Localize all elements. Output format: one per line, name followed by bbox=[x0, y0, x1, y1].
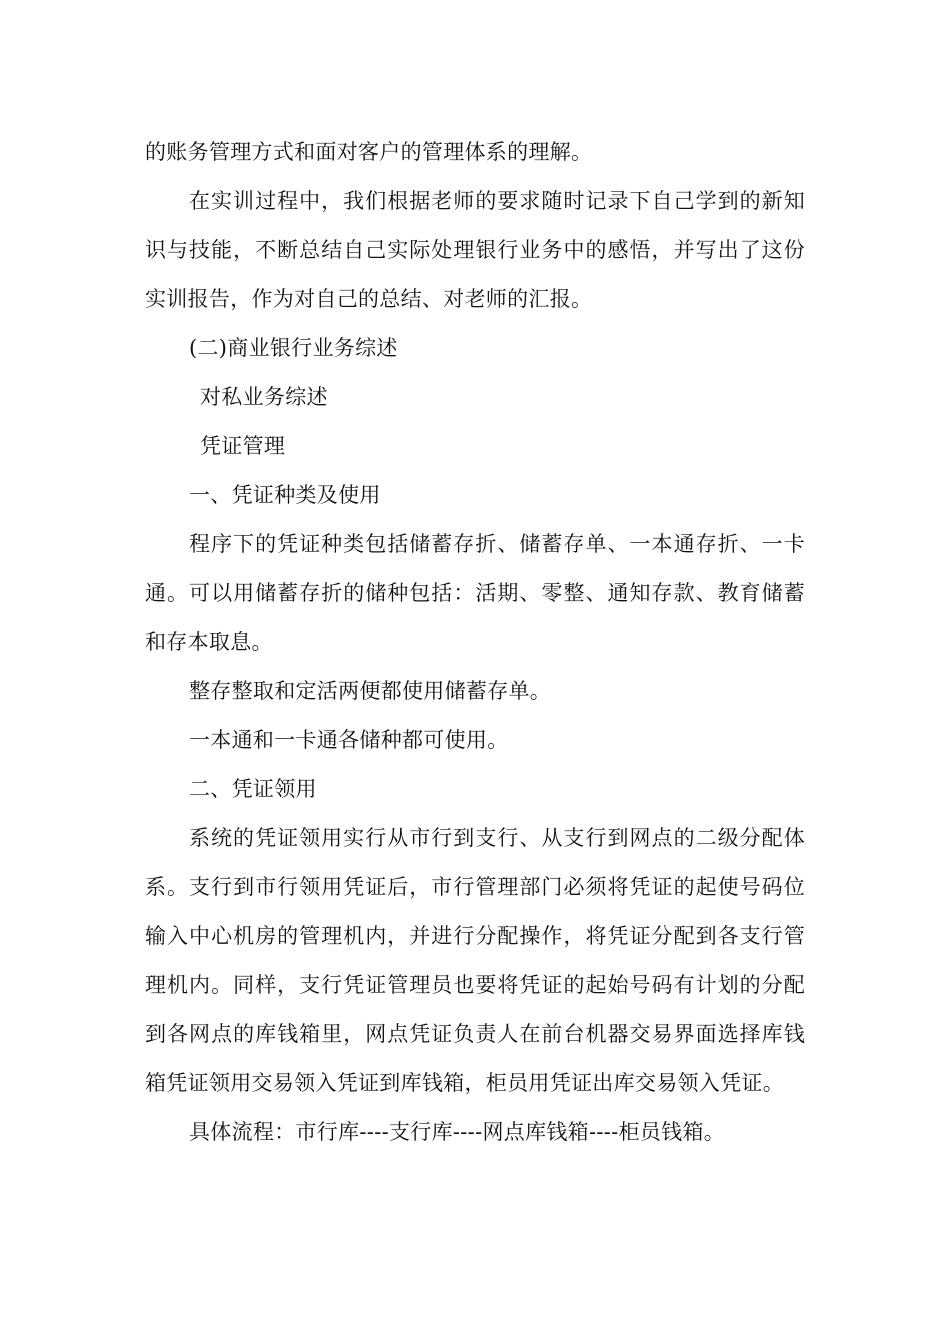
document-body bbox=[145, 128, 805, 1157]
subsection-heading-voucher-management: 凭证管理 bbox=[200, 434, 286, 458]
paragraph-fixed-deposit: 整存整取和定活两便都使用储蓄存单。 bbox=[189, 679, 552, 703]
paragraph-specific-process: 具体流程：市行库----支行库----网点库钱箱----柜员钱箱。 bbox=[189, 1120, 726, 1144]
heading-voucher-types: 一、凭证种类及使用 bbox=[189, 483, 381, 507]
paragraph-voucher-types: 程序下的凭证种类包括储蓄存折、储蓄存单、一本通存折、一卡通。可以用储蓄存折的储种包括：活期、零整、通知存款、教育储蓄和存本取息。 bbox=[145, 532, 805, 654]
section-heading-business-overview: (二)商业银行业务综述 bbox=[189, 336, 398, 360]
paragraph-training-process: 在实训过程中，我们根据老师的要求随时记录下自己学到的新知识与技能，不断总结自己实际处理银行业务中的感悟，并写出了这份实训报告，作为对自己的总结、对老师的汇报。 bbox=[145, 189, 805, 311]
paragraph-continuation: 的账务管理方式和面对客户的管理体系的理解。 bbox=[145, 140, 593, 164]
paragraph-passbook-card: 一本通和一卡通各储种都可使用。 bbox=[189, 728, 509, 752]
paragraph-voucher-requisition: 系统的凭证领用实行从市行到支行、从支行到网点的二级分配体系。支行到市行领用凭证后，市行管理部门必须将凭证的起使号码位输入中心机房的管理机内，并进行分配操作，将凭证分配到各支行管理机内。同样，支行凭证管理员也要将凭证的起始号码有计划的分配到各网点的库钱箱里，网点凭证负责人在前台机器交易界面选择库钱箱凭证领用交易领入凭证到库钱箱，柜员用凭证出库交易领入凭证。 bbox=[145, 826, 805, 1095]
heading-voucher-requisition: 二、凭证领用 bbox=[189, 777, 317, 801]
subsection-heading-private-business: 对私业务综述 bbox=[200, 385, 328, 409]
